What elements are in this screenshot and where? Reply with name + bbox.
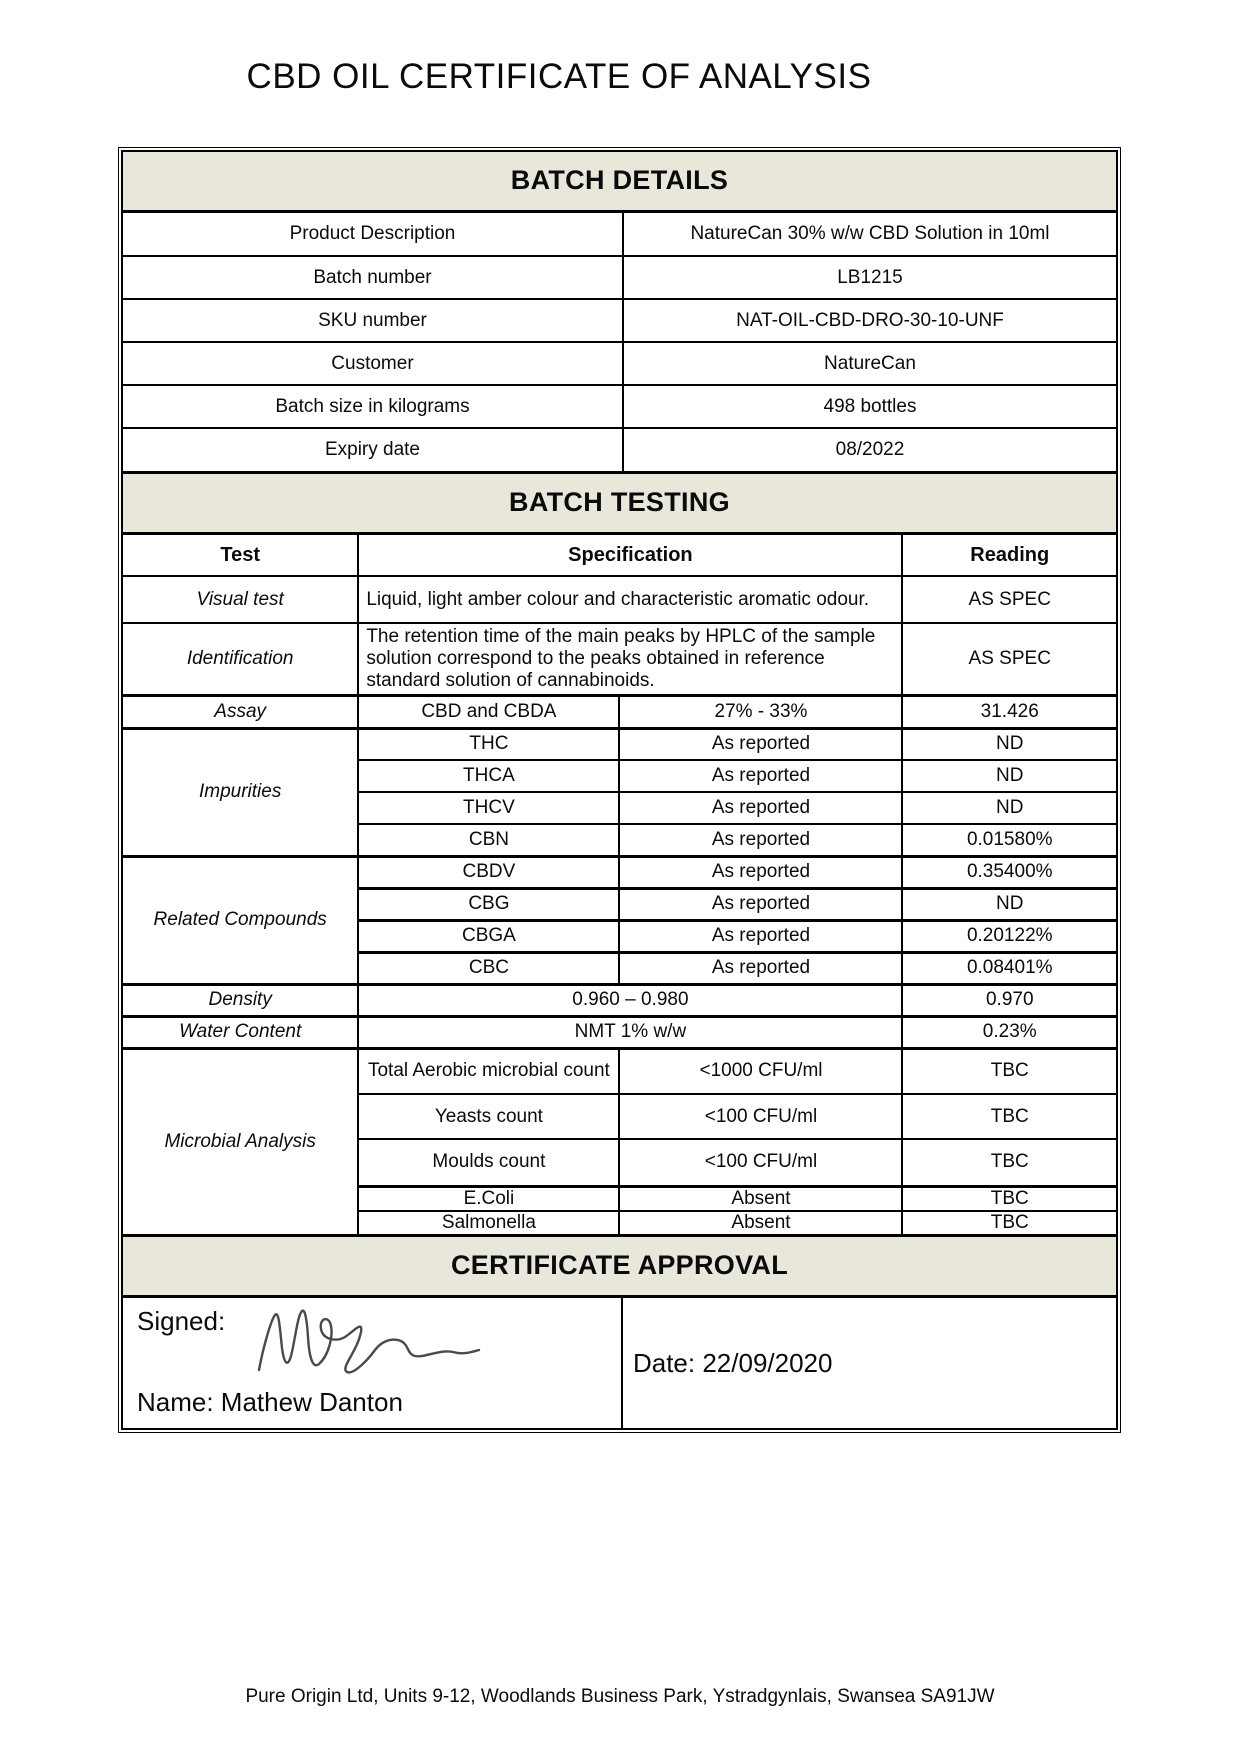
spec-cell: Liquid, light amber colour and characteristic aromatic odour.	[358, 576, 902, 623]
batch-testing-table	[123, 535, 1116, 1234]
analyte-cell: CBD and CBDA	[358, 695, 619, 728]
reading-cell: 0.01580%	[902, 824, 1116, 856]
analyte-cell: CBGA	[358, 920, 619, 952]
detail-row-customer	[123, 342, 1116, 385]
analyte-cell: CBC	[358, 952, 619, 984]
spec-cell: <100 CFU/ml	[619, 1094, 902, 1139]
detail-value: 498 bottles	[623, 385, 1116, 428]
detail-row-sku	[123, 299, 1116, 342]
reading-cell: ND	[902, 888, 1116, 920]
detail-label: Product Description	[123, 213, 623, 256]
analyte-cell: CBN	[358, 824, 619, 856]
reading-cell: ND	[902, 760, 1116, 792]
analyte-cell: Salmonella	[358, 1211, 619, 1234]
reading-cell: TBC	[902, 1139, 1116, 1186]
footer-address: Pure Origin Ltd, Units 9-12, Woodlands Business Park, Ystradgynlais, Swansea SA91JW	[245, 1686, 995, 1707]
reading-cell: 0.970	[902, 984, 1116, 1016]
spec-cell: 27% - 33%	[619, 695, 902, 728]
name-text: Name: Mathew Danton	[137, 1387, 403, 1418]
spec-cell: As reported	[619, 952, 902, 984]
certificate-table	[121, 150, 1118, 1430]
detail-row-product	[123, 213, 1116, 256]
reading-cell: 31.426	[902, 695, 1116, 728]
spec-cell: 0.960 – 0.980	[358, 984, 902, 1016]
column-header-test: Test	[123, 535, 358, 576]
test-name-cell: Related Compounds	[123, 856, 358, 984]
reading-cell: 0.08401%	[902, 952, 1116, 984]
signed-label: Signed:	[137, 1306, 226, 1337]
detail-label: Batch number	[123, 256, 623, 299]
spec-cell: <1000 CFU/ml	[619, 1048, 902, 1094]
assay-row	[123, 695, 1116, 728]
batch-details-header: BATCH DETAILS	[123, 152, 1116, 213]
identification-row	[123, 623, 1116, 695]
reading-cell: 0.35400%	[902, 856, 1116, 888]
spec-cell: NMT 1% w/w	[358, 1016, 902, 1048]
spec-cell: As reported	[619, 920, 902, 952]
column-header-specification: Specification	[358, 535, 902, 576]
column-header-reading: Reading	[902, 535, 1116, 576]
analyte-cell: Moulds count	[358, 1139, 619, 1186]
detail-row-batch-size	[123, 385, 1116, 428]
analyte-cell: CBG	[358, 888, 619, 920]
test-name-cell: Density	[123, 984, 358, 1016]
reading-cell: TBC	[902, 1211, 1116, 1234]
detail-value: 08/2022	[623, 428, 1116, 471]
detail-value: NatureCan	[623, 342, 1116, 385]
test-name-cell: Water Content	[123, 1016, 358, 1048]
test-name-cell: Impurities	[123, 728, 358, 856]
detail-row-batch-number	[123, 256, 1116, 299]
detail-label: Batch size in kilograms	[123, 385, 623, 428]
signature-image	[251, 1302, 486, 1380]
reading-cell: ND	[902, 728, 1116, 760]
detail-label: Expiry date	[123, 428, 623, 471]
signed-line	[137, 1306, 607, 1380]
spec-cell: As reported	[619, 888, 902, 920]
reading-cell: TBC	[902, 1186, 1116, 1211]
analyte-cell: E.Coli	[358, 1186, 619, 1211]
analyte-cell: CBDV	[358, 856, 619, 888]
reading-cell: AS SPEC	[902, 623, 1116, 695]
microbial-row-aerobic	[123, 1048, 1116, 1094]
batch-details-table	[123, 213, 1116, 471]
test-name-cell: Identification	[123, 623, 358, 695]
analyte-cell: Total Aerobic microbial count	[358, 1048, 619, 1094]
detail-value: NAT-OIL-CBD-DRO-30-10-UNF	[623, 299, 1116, 342]
spec-cell: The retention time of the main peaks by HPLC of the sample solution correspond to the peaks obtained in reference standard solution of cannabinoids.	[358, 623, 902, 695]
spec-cell: As reported	[619, 856, 902, 888]
reading-cell: TBC	[902, 1094, 1116, 1139]
batch-testing-header: BATCH TESTING	[123, 471, 1116, 535]
test-name-cell: Microbial Analysis	[123, 1048, 358, 1234]
page-title: CBD OIL CERTIFICATE OF ANALYSIS	[246, 57, 872, 96]
detail-row-expiry	[123, 428, 1116, 471]
water-content-row	[123, 1016, 1116, 1048]
test-name-cell: Assay	[123, 695, 358, 728]
test-name-cell: Visual test	[123, 576, 358, 623]
detail-label: SKU number	[123, 299, 623, 342]
spec-cell: As reported	[619, 792, 902, 824]
reading-cell: AS SPEC	[902, 576, 1116, 623]
analyte-cell: Yeasts count	[358, 1094, 619, 1139]
approval-signature-cell	[123, 1298, 623, 1428]
density-row	[123, 984, 1116, 1016]
detail-value: NatureCan 30% w/w CBD Solution in 10ml	[623, 213, 1116, 256]
analyte-cell: THC	[358, 728, 619, 760]
spec-cell: As reported	[619, 824, 902, 856]
approval-date-cell	[623, 1298, 1116, 1428]
spec-cell: As reported	[619, 728, 902, 760]
visual-test-row	[123, 576, 1116, 623]
detail-label: Customer	[123, 342, 623, 385]
analyte-cell: THCV	[358, 792, 619, 824]
detail-value: LB1215	[623, 256, 1116, 299]
certificate-approval-header: CERTIFICATE APPROVAL	[123, 1234, 1116, 1298]
spec-cell: Absent	[619, 1186, 902, 1211]
spec-cell: Absent	[619, 1211, 902, 1234]
approval-body	[123, 1298, 1116, 1428]
related-row-cbdv	[123, 856, 1116, 888]
reading-cell: 0.23%	[902, 1016, 1116, 1048]
analyte-cell: THCA	[358, 760, 619, 792]
impurities-row-thc	[123, 728, 1116, 760]
spec-cell: As reported	[619, 760, 902, 792]
reading-cell: TBC	[902, 1048, 1116, 1094]
date-text: Date: 22/09/2020	[632, 1347, 833, 1378]
testing-column-header-row	[123, 535, 1116, 576]
reading-cell: 0.20122%	[902, 920, 1116, 952]
spec-cell: <100 CFU/ml	[619, 1139, 902, 1186]
reading-cell: ND	[902, 792, 1116, 824]
